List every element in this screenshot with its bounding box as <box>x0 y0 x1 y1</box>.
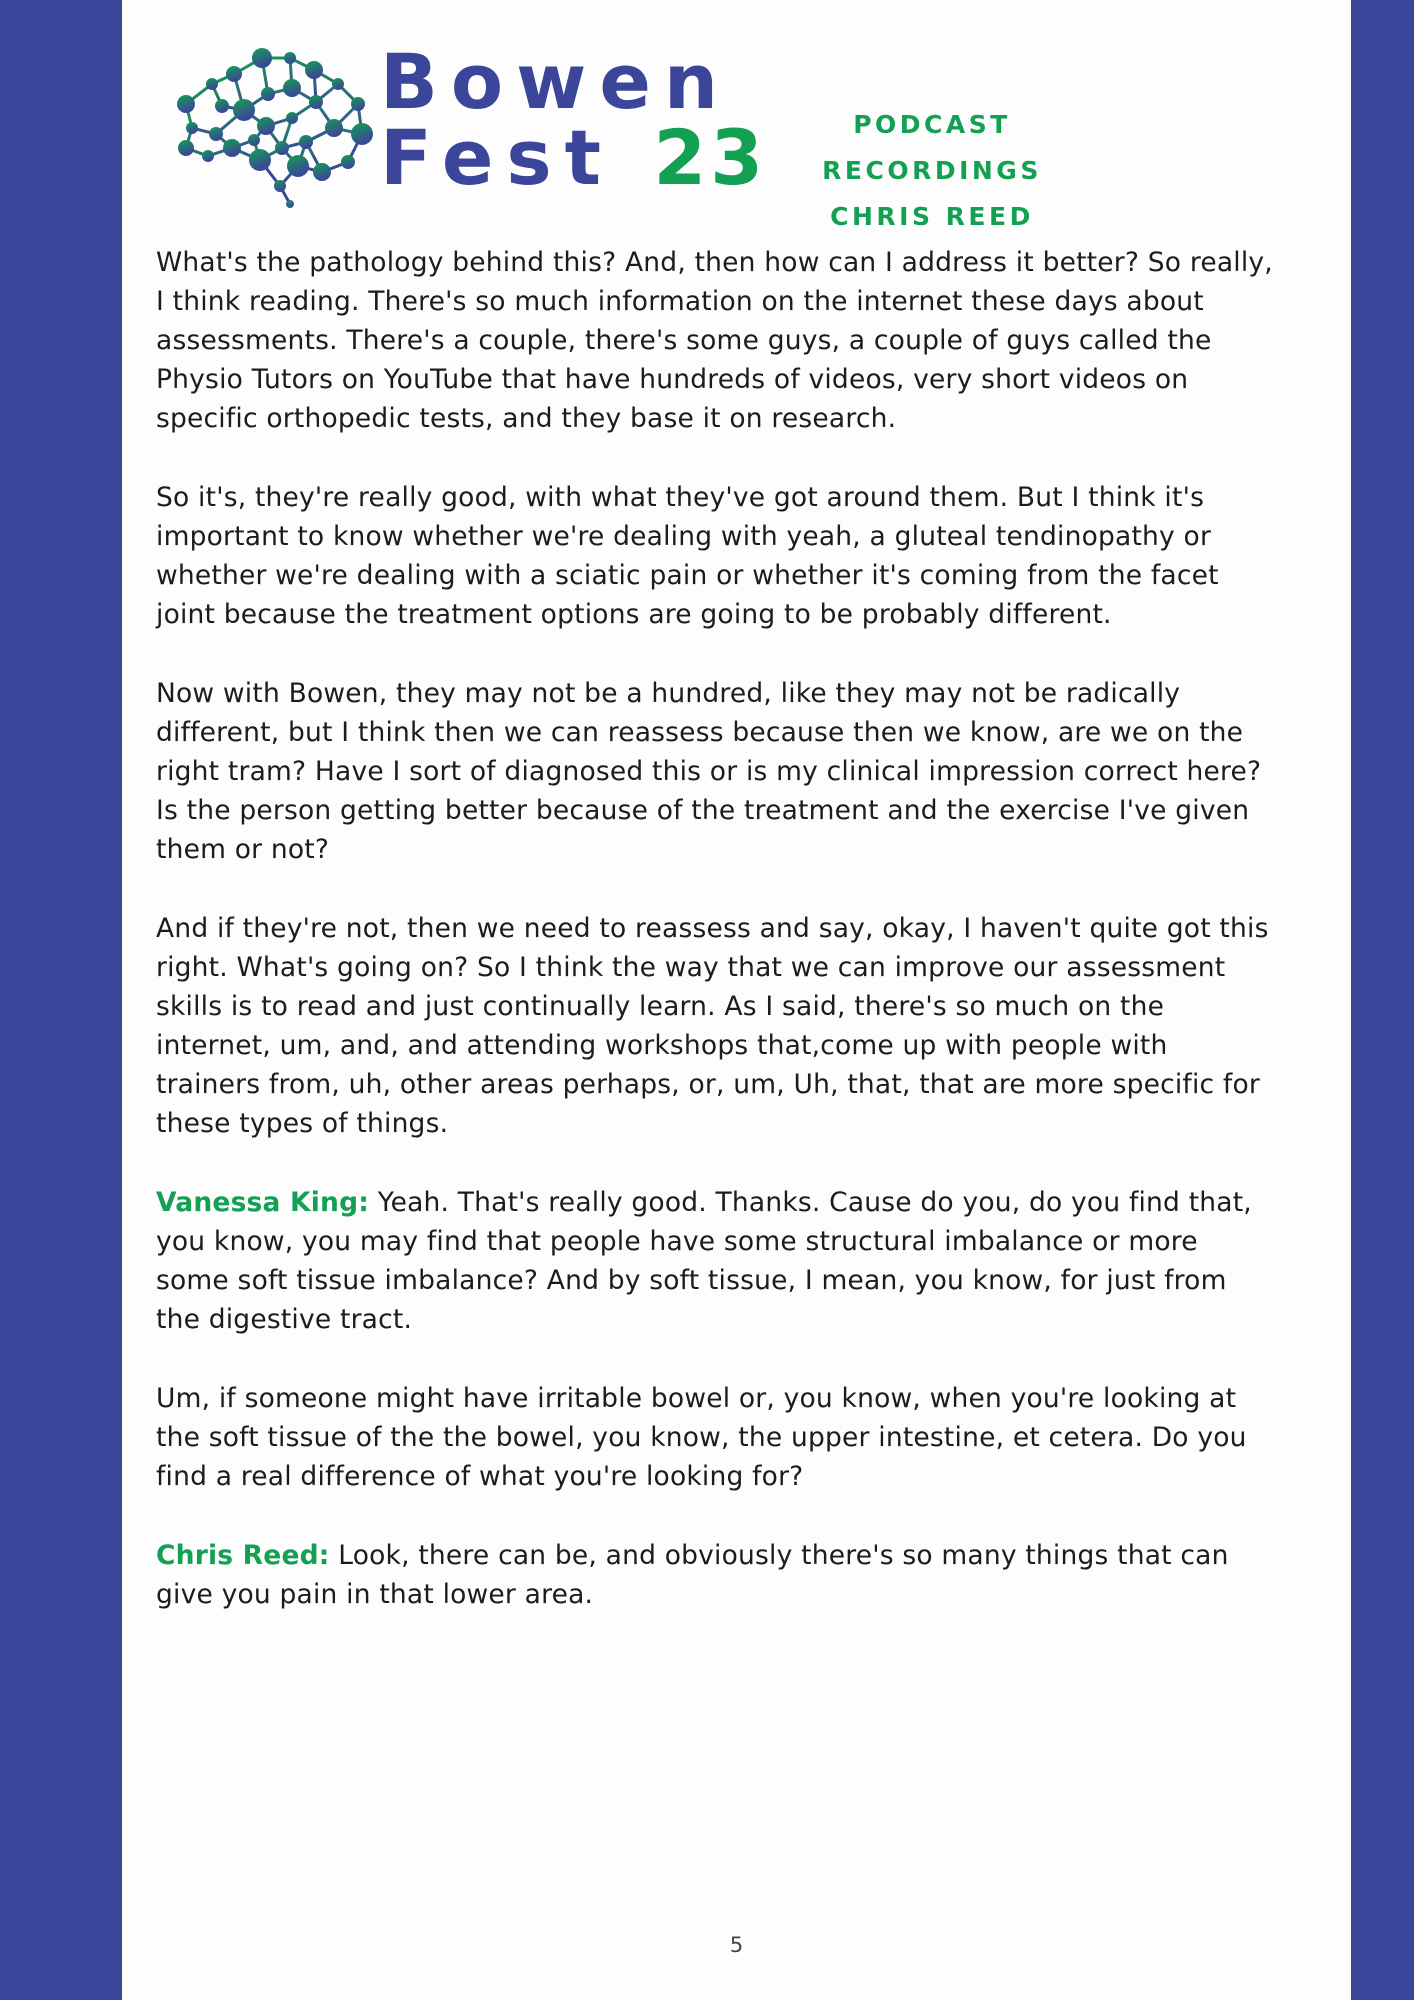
logo-word-fest: Fest <box>380 113 614 202</box>
page-header <box>122 0 1351 231</box>
paragraph-text: So it's, they're really good, with what they've got around them. But I think it's important to know whether we're dealing with yeah, a gluteal tendinopathy or whether we're dealing with a sciatic pain or whether it's coming from the facet joint because the treatment options are going to be probably different. <box>156 482 1219 630</box>
section-title: PODCAST RECORDINGS <box>822 110 1042 185</box>
speaker-label: Vanessa King: <box>156 1187 370 1218</box>
featured-speaker: CHRIS REED <box>830 202 1034 231</box>
paragraph <box>156 478 1276 634</box>
paragraph <box>156 1536 1276 1614</box>
transcript-body <box>156 243 1276 1654</box>
paragraph-text: What's the pathology behind this? And, then how can I address it better? So really, I think reading. There's so much information on the internet these days about assessments. There's a couple, there's some guys, a couple of guys called the Physio Tutors on YouTube that have hundreds of videos, very short videos on specific orthopedic tests, and they base it on research. <box>156 247 1273 434</box>
document-page <box>122 0 1351 2000</box>
logo-line-1: Bowen <box>380 37 732 126</box>
paragraph <box>156 1183 1276 1339</box>
paragraph-text: Yeah. That's really good. Thanks. Cause do you, do you find that, you know, you may find that people have some structural imbalance or more some soft tissue imbalance? And by soft tissue, I mean, you know, for just from the digestive tract. <box>156 1187 1252 1335</box>
paragraph-text: Look, there can be, and obviously there's so many things that can give you pain in that lower area. <box>156 1540 1229 1610</box>
speaker-label: Chris Reed: <box>156 1540 330 1571</box>
paragraph <box>156 909 1276 1143</box>
logo-year-number: 23 <box>653 113 768 202</box>
paragraph-text: Um, if someone might have irritable bowel or, you know, when you're looking at the soft tissue of the the bowel, you know, the upper intestine, et cetera. Do you find a real difference of what you're looking for? <box>156 1383 1247 1492</box>
event-logo-wordmark <box>380 37 768 202</box>
paragraph <box>156 1379 1276 1496</box>
paragraph <box>156 674 1276 869</box>
logo-line-2 <box>380 113 768 202</box>
paragraph-text: Now with Bowen, they may not be a hundred, like they may not be radically different, but I think then we can reassess because then we know, are we on the right tram? Have I sort of diagnosed this or is my clinical impression correct here? Is the person getting better because of the treatment and the exercise I've given them or not? <box>156 678 1262 865</box>
paragraph-text: And if they're not, then we need to reassess and say, okay, I haven't quite got this right. What's going on? So I think the way that we can improve our assessment skills is to read and just continually learn. As I said, there's so much on the internet, um, and, and attending workshops that,come up with people with trainers from, uh, other areas perhaps, or, um, Uh, that, that are more specific for these types of things. <box>156 913 1269 1139</box>
page-number: 5 <box>729 1933 744 1957</box>
paragraph <box>156 243 1276 438</box>
brain-network-logo-icon <box>172 44 382 214</box>
header-caption <box>742 102 1122 240</box>
